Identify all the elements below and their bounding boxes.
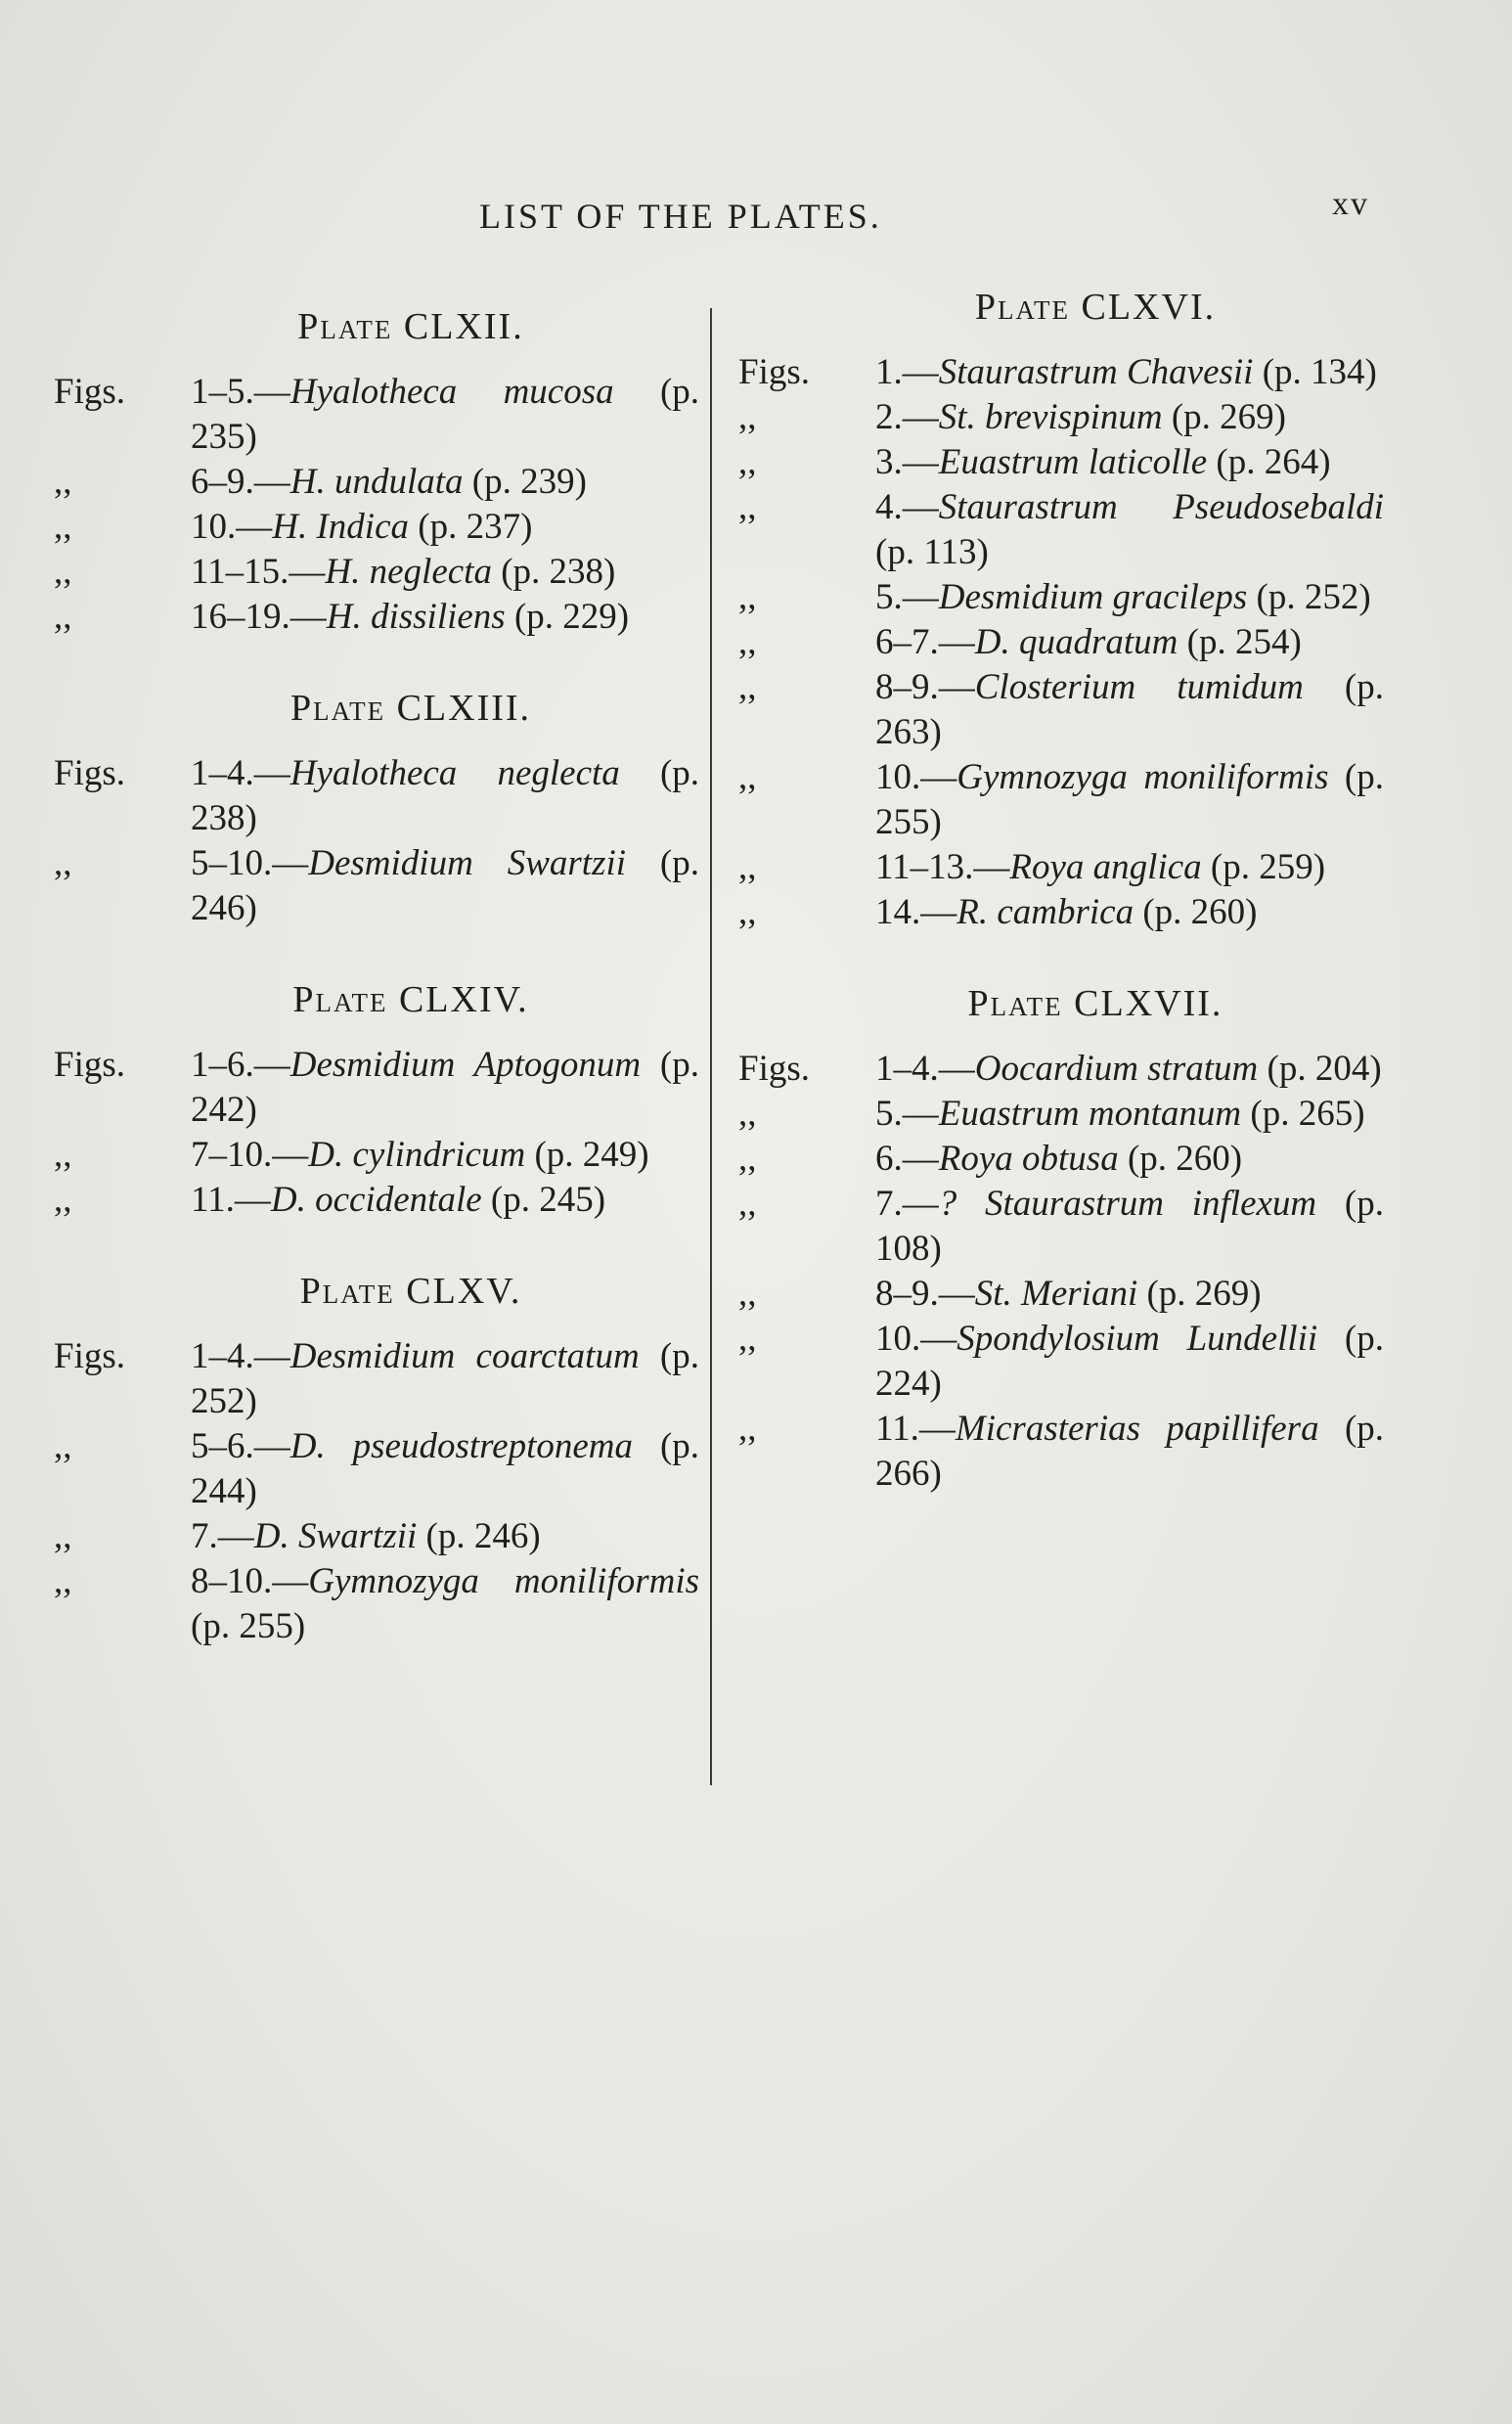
species-name: Spondylosium Lundellii <box>956 1319 1318 1359</box>
species-name: St. Meriani <box>974 1274 1138 1314</box>
page-reference: (p. 242) <box>191 1045 699 1130</box>
figure-number: 1–4.— <box>191 753 290 793</box>
figure-text <box>875 1137 1394 1182</box>
figure-lead: ,, <box>738 622 757 662</box>
page-reference: (p. 265) <box>1250 1094 1365 1134</box>
figure-text <box>875 350 1394 395</box>
figure-lead: ,, <box>738 397 757 437</box>
figure-number: 5.— <box>875 1094 939 1134</box>
species-name: Desmidium coarctatum <box>289 1336 640 1376</box>
figure-entry <box>54 370 709 460</box>
species-name: Euastrum montanum <box>938 1094 1242 1134</box>
page-reference: (p. 259) <box>1210 847 1326 887</box>
page-reference: (p. 255) <box>875 757 1384 842</box>
figure-number: 10.— <box>875 757 957 797</box>
figure-number: 6.— <box>875 1139 939 1179</box>
species-name: D. quadratum <box>974 622 1178 662</box>
figure-entry <box>738 575 1394 620</box>
species-name: Oocardium stratum <box>974 1049 1259 1089</box>
species-name: Roya anglica <box>1009 847 1202 887</box>
figure-entry <box>738 755 1394 845</box>
page-reference: (p. 229) <box>513 597 630 637</box>
species-name: H. Indica <box>272 507 409 547</box>
species-name: D. occidentale <box>270 1180 482 1220</box>
figure-lead: ,, <box>738 1409 757 1449</box>
figure-number: 1–4.— <box>191 1336 290 1376</box>
species-name: Hyalotheca mucosa <box>289 372 614 412</box>
plate-section <box>54 687 709 931</box>
figure-entry <box>738 620 1394 665</box>
page-reference: (p. 204) <box>1267 1049 1382 1089</box>
page-reference: (p. 239) <box>471 462 587 502</box>
figure-entry <box>54 1178 709 1223</box>
figure-entry <box>54 460 709 505</box>
figure-lead: ,, <box>738 847 757 887</box>
figure-entry <box>54 1133 709 1178</box>
figure-entry <box>738 1047 1394 1092</box>
figure-text <box>191 595 709 640</box>
figure-number: 7–10.— <box>191 1135 309 1175</box>
figure-entry <box>738 665 1394 755</box>
plate-heading <box>54 978 709 1021</box>
page-reference: (p. 255) <box>191 1606 306 1646</box>
species-name: Roya obtusa <box>938 1139 1119 1179</box>
species-name: H. neglecta <box>325 552 492 592</box>
figure-entry <box>738 1137 1394 1182</box>
species-name: Desmidium Swartzii <box>308 843 627 883</box>
figure-lead: ,, <box>738 892 757 932</box>
plate-numeral: CLXII. <box>403 306 524 347</box>
figure-text <box>875 1092 1394 1137</box>
figure-lead: ,, <box>54 1516 72 1556</box>
column-divider <box>710 308 712 1785</box>
plate-section <box>54 978 709 1223</box>
figure-lead: ,, <box>738 442 757 482</box>
figure-lead: Figs. <box>54 1045 126 1085</box>
species-name: Euastrum laticolle <box>938 442 1208 482</box>
figure-entry <box>738 350 1394 395</box>
figure-entry <box>738 395 1394 440</box>
figure-text <box>191 1043 709 1133</box>
figure-lead: ,, <box>54 597 72 637</box>
plate-numeral: CLXV. <box>406 1271 522 1312</box>
figure-entry <box>738 1407 1394 1497</box>
figure-number: 8–9.— <box>875 667 975 707</box>
figure-text <box>191 1514 709 1559</box>
figure-number: 14.— <box>875 892 957 932</box>
page-reference: (p. 237) <box>418 507 533 547</box>
figure-number: 8–9.— <box>875 1274 975 1314</box>
figure-lead: ,, <box>54 552 72 592</box>
page-reference: (p. 238) <box>191 753 700 838</box>
figure-text <box>191 1133 709 1178</box>
figure-text <box>191 505 709 550</box>
plate-numeral: CLXIV. <box>398 979 529 1020</box>
figure-lead: ,, <box>54 507 72 547</box>
plate-word: Plate <box>974 287 1070 328</box>
figure-entry <box>738 1317 1394 1407</box>
plate-section <box>54 1270 709 1649</box>
figure-text <box>875 1317 1394 1407</box>
page-reference: (p. 224) <box>875 1319 1384 1404</box>
figure-lead: ,, <box>738 1094 757 1134</box>
figure-text <box>875 1272 1394 1317</box>
page-reference: (p. 238) <box>501 552 616 592</box>
figure-entry <box>54 1514 709 1559</box>
figure-text <box>875 575 1394 620</box>
figure-number: 8–10.— <box>191 1561 309 1601</box>
figure-entry <box>54 1424 709 1514</box>
species-name: Desmidium Aptogonum <box>289 1045 642 1085</box>
plate-heading <box>54 687 709 730</box>
page-reference: (p. 269) <box>1171 397 1286 437</box>
page-reference: (p. 108) <box>875 1184 1384 1269</box>
species-name: D. pseudostreptonema <box>289 1426 634 1466</box>
figure-entry <box>738 1272 1394 1317</box>
figure-number: 5–10.— <box>191 843 309 883</box>
figure-number: 5.— <box>875 577 939 617</box>
page-reference: (p. 264) <box>1216 442 1331 482</box>
figure-number: 1–6.— <box>191 1045 290 1085</box>
figure-text <box>875 1407 1394 1497</box>
figure-text <box>875 755 1394 845</box>
plate-section <box>738 982 1394 1497</box>
figure-entry <box>738 1092 1394 1137</box>
figure-entry <box>54 1043 709 1133</box>
figure-lead: ,, <box>54 1426 72 1466</box>
figure-entry <box>54 1334 709 1424</box>
figure-lead: ,, <box>54 1561 72 1601</box>
page-reference: (p. 134) <box>1262 352 1377 392</box>
species-name: H. undulata <box>289 462 464 502</box>
figure-entry <box>54 505 709 550</box>
figure-number: 7.— <box>191 1516 254 1556</box>
figure-lead: ,, <box>738 1184 757 1224</box>
figure-lead: ,, <box>54 843 72 883</box>
figure-number: 11–15.— <box>191 552 326 592</box>
figure-text <box>191 1559 709 1649</box>
figure-entry <box>738 1182 1394 1272</box>
figure-number: 10.— <box>191 507 273 547</box>
figure-lead: ,, <box>738 667 757 707</box>
figure-text <box>191 1424 709 1514</box>
figure-text <box>875 485 1394 575</box>
page-reference: (p. 269) <box>1146 1274 1262 1314</box>
plate-numeral: CLXIII. <box>396 688 532 729</box>
plate-section <box>738 286 1394 935</box>
plate-heading <box>738 286 1394 329</box>
plate-numeral: CLXVII. <box>1074 983 1223 1024</box>
figure-entry <box>738 485 1394 575</box>
figure-lead: ,, <box>54 1180 72 1220</box>
figure-entry <box>738 845 1394 890</box>
page-reference: (p. 235) <box>191 372 700 457</box>
plate-word: Plate <box>967 983 1063 1024</box>
figure-number: 11.— <box>191 1180 271 1220</box>
species-name: Staurastrum Pseudosebaldi <box>938 487 1384 527</box>
page-number: xv <box>1332 186 1369 222</box>
species-name: Desmidium gracileps <box>938 577 1248 617</box>
figure-lead: Figs. <box>54 753 126 793</box>
figure-number: 4.— <box>875 487 939 527</box>
figure-number: 1–5.— <box>191 372 290 412</box>
figure-text <box>875 620 1394 665</box>
species-name: Micrasterias papillifera <box>955 1409 1319 1449</box>
figure-number: 6–7.— <box>875 622 975 662</box>
figure-text <box>191 751 709 841</box>
species-name: St. brevispinum <box>938 397 1163 437</box>
page-reference: (p. 260) <box>1142 892 1258 932</box>
species-name: Staurastrum Chavesii <box>938 352 1254 392</box>
species-name: ? Staurastrum inflexum <box>938 1184 1317 1224</box>
figure-text <box>875 890 1394 935</box>
figure-entry <box>54 751 709 841</box>
plate-word: Plate <box>299 1271 395 1312</box>
figure-entry <box>54 841 709 931</box>
figure-lead: ,, <box>738 1319 757 1359</box>
figure-entry <box>738 440 1394 485</box>
plate-word: Plate <box>297 306 393 347</box>
figure-number: 6–9.— <box>191 462 290 502</box>
page-reference: (p. 260) <box>1127 1139 1243 1179</box>
figure-lead: ,, <box>738 1139 757 1179</box>
species-name: D. cylindricum <box>308 1135 526 1175</box>
figure-lead: Figs. <box>54 1336 126 1376</box>
figure-text <box>875 395 1394 440</box>
species-name: R. cambrica <box>956 892 1134 932</box>
figure-number: 5–6.— <box>191 1426 290 1466</box>
figure-lead: Figs. <box>738 1049 811 1089</box>
species-name: Gymnozyga moniliformis <box>308 1561 699 1601</box>
figure-number: 2.— <box>875 397 939 437</box>
species-name: Gymnozyga moniliformis <box>956 757 1329 797</box>
figure-number: 1–4.— <box>875 1049 975 1089</box>
figure-entry <box>54 550 709 595</box>
page-reference: (p. 252) <box>191 1336 699 1421</box>
figure-number: 16–19.— <box>191 597 327 637</box>
figure-text <box>191 841 709 931</box>
figure-text <box>875 1182 1394 1272</box>
figure-number: 10.— <box>875 1319 957 1359</box>
plate-word: Plate <box>292 979 388 1020</box>
figure-text <box>875 845 1394 890</box>
figure-text <box>191 370 709 460</box>
species-name: H. dissiliens <box>326 597 506 637</box>
figure-lead: ,, <box>738 757 757 797</box>
page-reference: (p. 246) <box>425 1516 541 1556</box>
figure-lead: ,, <box>54 462 72 502</box>
running-title: LIST OF THE PLATES. <box>479 197 882 236</box>
page-reference: (p. 266) <box>875 1409 1385 1494</box>
figure-text <box>875 440 1394 485</box>
figure-lead: ,, <box>738 487 757 527</box>
page-reference: (p. 263) <box>875 667 1384 752</box>
figure-text <box>191 550 709 595</box>
figure-entry <box>738 890 1394 935</box>
species-name: D. Swartzii <box>253 1516 418 1556</box>
right-column <box>738 286 1394 1544</box>
figure-lead: ,, <box>54 1135 72 1175</box>
page-reference: (p. 244) <box>191 1426 700 1511</box>
page-reference: (p. 252) <box>1256 577 1371 617</box>
species-name: Closterium tumidum <box>974 667 1304 707</box>
figure-text <box>875 665 1394 755</box>
figure-lead: ,, <box>738 1274 757 1314</box>
figure-text <box>191 1334 709 1424</box>
left-column <box>54 305 709 1696</box>
page-reference: (p. 113) <box>875 532 989 572</box>
page-reference: (p. 246) <box>191 843 699 928</box>
plate-heading <box>54 1270 709 1313</box>
plate-heading <box>54 305 709 348</box>
plate-section <box>54 305 709 640</box>
figure-number: 1.— <box>875 352 939 392</box>
page-reference: (p. 249) <box>534 1135 649 1175</box>
figure-text <box>191 460 709 505</box>
species-name: Hyalotheca neglecta <box>289 753 620 793</box>
page-reference: (p. 254) <box>1186 622 1302 662</box>
figure-lead: Figs. <box>54 372 126 412</box>
figure-number: 7.— <box>875 1184 939 1224</box>
figure-text <box>875 1047 1394 1092</box>
figure-number: 11–13.— <box>875 847 1010 887</box>
figure-lead: Figs. <box>738 352 811 392</box>
figure-number: 3.— <box>875 442 939 482</box>
plate-heading <box>738 982 1394 1025</box>
figure-entry <box>54 1559 709 1649</box>
figure-number: 11.— <box>875 1409 956 1449</box>
figure-text <box>191 1178 709 1223</box>
figure-lead: ,, <box>738 577 757 617</box>
page-reference: (p. 245) <box>490 1180 606 1220</box>
figure-entry <box>54 595 709 640</box>
plate-numeral: CLXVI. <box>1081 287 1217 328</box>
plate-word: Plate <box>289 688 386 729</box>
